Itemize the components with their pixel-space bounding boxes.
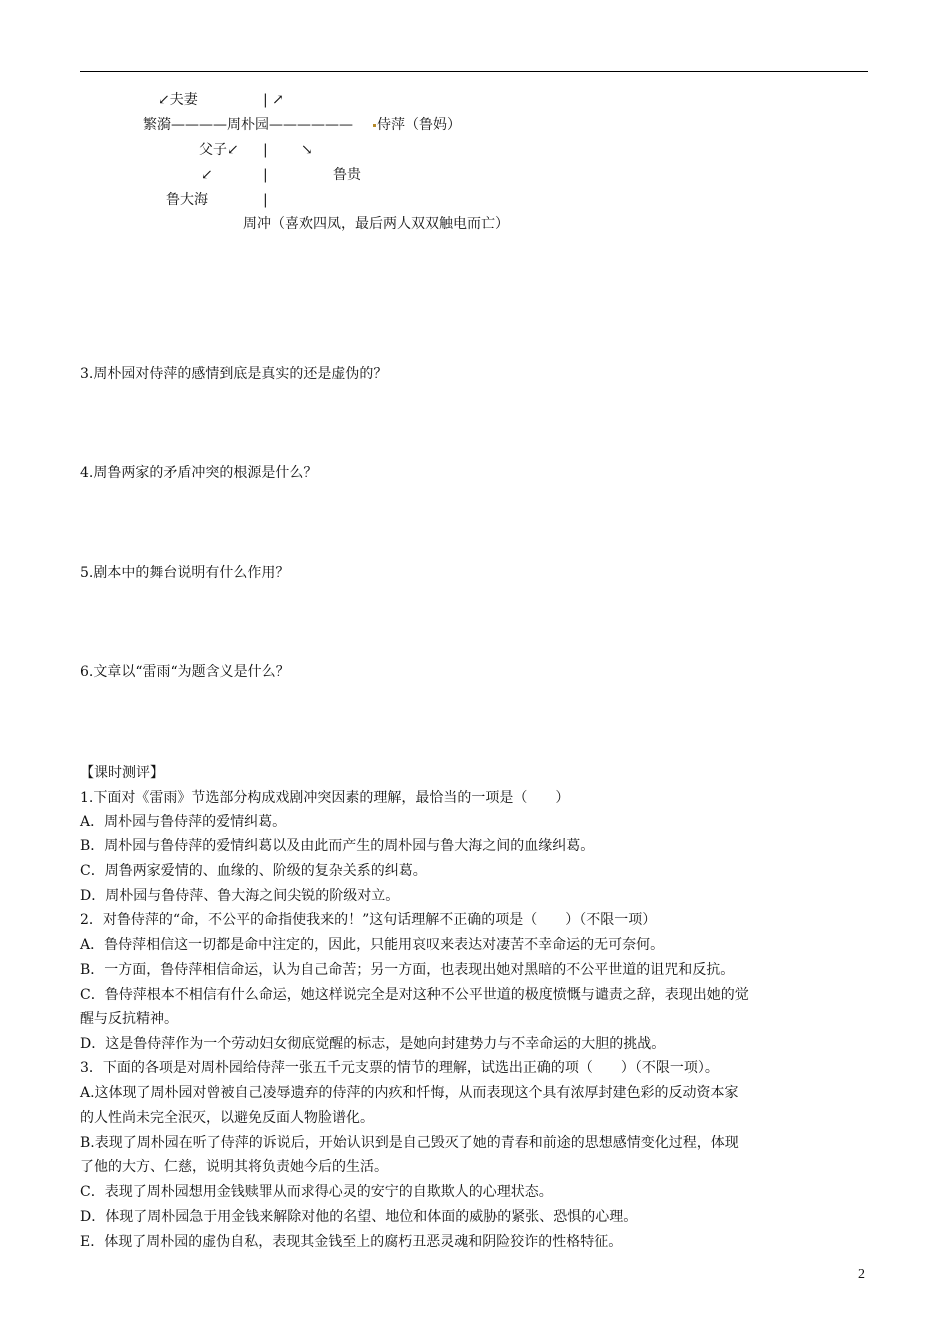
question-item: 3.周朴园对侍萍的感情到底是真实的还是虚伪的？ <box>80 366 388 382</box>
diagram-label-lugui: 鲁贵 <box>333 167 361 183</box>
diagram-label-ludahai: 鲁大海 <box>166 192 208 208</box>
assessment-line: B.表现了周朴园在听了侍萍的诉说后，开始认识到是自己毁灭了她的青春和前途的思想感情变化过程，体现 <box>80 1135 739 1151</box>
diagram-connector: | <box>263 192 268 208</box>
question-item: 5.剧本中的舞台说明有什么作用？ <box>80 565 290 581</box>
header-rule <box>80 71 868 72</box>
assessment-line: 醒与反抗精神。 <box>80 1011 178 1027</box>
assessment-line: B．一方面，鲁侍萍相信命运，认为自己命苦；另一方面，也表现出她对黑暗的不公平世道的诅咒和反抗。 <box>80 962 735 978</box>
section-heading: 【课时测评】 <box>80 765 164 781</box>
assessment-line: 的人性尚未完全泯灭，以避免反面人物脸谱化。 <box>80 1110 374 1126</box>
assessment-line: A．周朴园与鲁侍萍的爱情纠葛。 <box>80 814 287 830</box>
assessment-line: D．这是鲁侍萍作为一个劳动妇女彻底觉醒的标志，是她向封建势力与不幸命运的大胆的挑战。 <box>80 1036 666 1052</box>
diagram-connector: | <box>263 167 268 183</box>
assessment-line: 2．对鲁侍萍的“命，不公平的命指使我来的！”这句话理解不正确的项是（ ）（不限一项） <box>80 912 657 928</box>
assessment-line: D．周朴园与鲁侍萍、鲁大海之间尖锐的阶级对立。 <box>80 888 400 904</box>
assessment-line: C．表现了周朴园想用金钱赎罪从而求得心灵的安宁的自欺欺人的心理状态。 <box>80 1184 553 1200</box>
assessment-line: C．鲁侍萍根本不相信有什么命运，她这样说完全是对这种不公平世道的极度愤慨与谴责之辞，表现出她的觉 <box>80 987 749 1003</box>
diagram-main-line: 繁漪————周朴园—————— <box>143 117 353 133</box>
diagram-dot-mark <box>373 124 376 127</box>
diagram-label-shiping: 侍萍（鲁妈） <box>377 117 461 133</box>
diagram-connector: | ↗ <box>263 92 284 108</box>
assessment-line: 了他的大方、仁慈，说明其将负责她今后的生活。 <box>80 1159 388 1175</box>
assessment-line: A．鲁侍萍相信这一切都是命中注定的，因此，只能用哀叹来表达对凄苦不幸命运的无可奈何。 <box>80 937 665 953</box>
assessment-line: C．周鲁两家爱情的、血缘的、阶级的复杂关系的纠葛。 <box>80 863 427 879</box>
diagram-connector: ↘ <box>301 142 313 158</box>
diagram-connector: ↙ <box>201 167 213 183</box>
diagram-label-zhouchong: 周冲（喜欢四凤，最后两人双双触电而亡） <box>243 216 509 232</box>
diagram-label-father-son: 父子↙ <box>199 142 239 158</box>
assessment-line: 1.下面对《雷雨》节选部分构成戏剧冲突因素的理解，最恰当的一项是（ ） <box>80 790 570 806</box>
diagram-label-spouse: ↙夫妻 <box>158 92 198 108</box>
assessment-line: E．体现了周朴园的虚伪自私，表现其金钱至上的腐朽丑恶灵魂和阴险狡诈的性格特征。 <box>80 1234 623 1250</box>
question-item: 6.文章以“雷雨“为题含义是什么？ <box>80 664 290 680</box>
diagram-connector: | <box>263 142 268 158</box>
page-number: 2 <box>858 1267 865 1282</box>
assessment-line: A.这体现了周朴园对曾被自己凌辱遗弃的侍萍的内疚和忏悔，从而表现这个具有浓厚封建色彩的反动资本家 <box>80 1085 739 1101</box>
assessment-line: D．体现了周朴园急于用金钱来解除对他的名望、地位和体面的威胁的紧张、恐惧的心理。 <box>80 1209 638 1225</box>
assessment-line: 3．下面的各项是对周朴园给侍萍一张五千元支票的情节的理解，试选出正确的项（ ）（不限一项）。 <box>80 1060 719 1076</box>
question-item: 4.周鲁两家的矛盾冲突的根源是什么？ <box>80 465 318 481</box>
assessment-line: B．周朴园与鲁侍萍的爱情纠葛以及由此而产生的周朴园与鲁大海之间的血缘纠葛。 <box>80 838 595 854</box>
